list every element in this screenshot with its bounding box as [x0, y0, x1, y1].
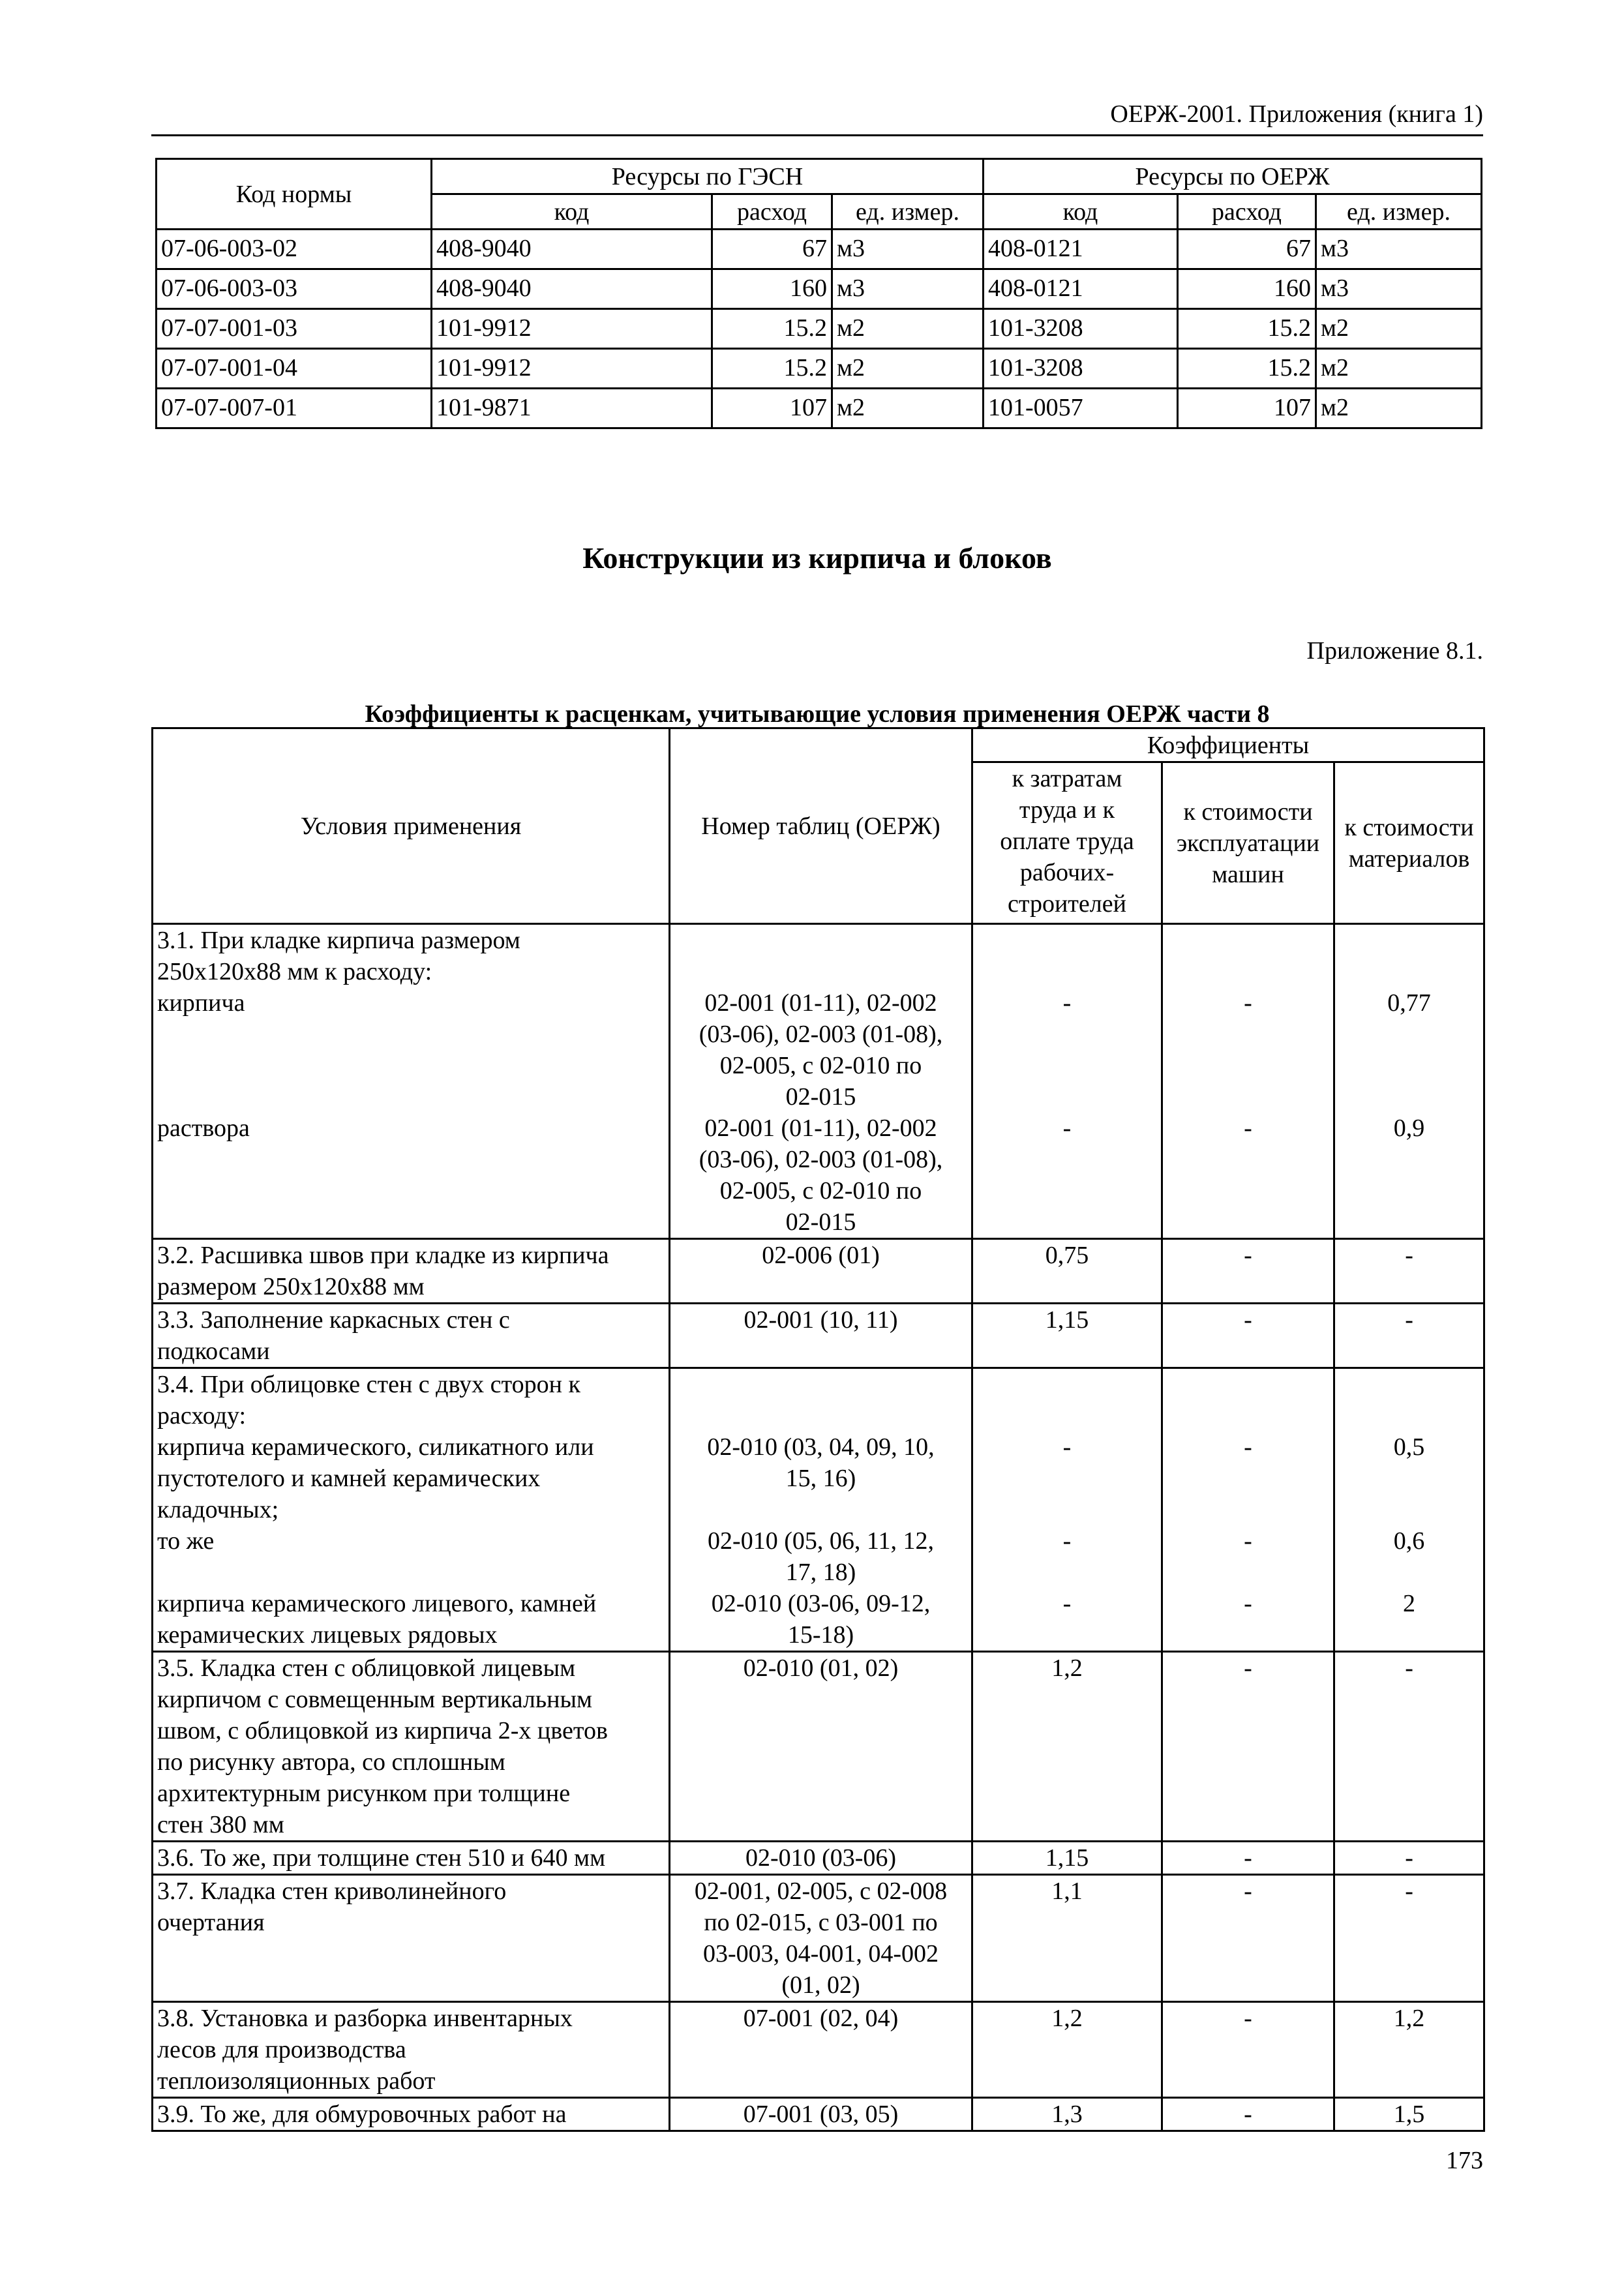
- blank-line: [1339, 1463, 1479, 1494]
- text-line: -: [1244, 1433, 1252, 1461]
- text-line: -: [1244, 1306, 1252, 1334]
- labor-coef-cell: [972, 1304, 1162, 1368]
- condition-cell: [153, 1652, 670, 1842]
- table-row: [153, 2002, 1484, 2098]
- text-line: 2: [1403, 1590, 1416, 1617]
- text-line: -: [1244, 989, 1252, 1017]
- text-line: 0,77: [1387, 989, 1431, 1017]
- text-line: -: [1062, 1115, 1072, 1142]
- machines-coef-cell: [1162, 1304, 1334, 1368]
- labor-coef-cell: [972, 1652, 1162, 1842]
- blank-line: [977, 925, 1157, 956]
- col-code-header: Код нормы: [157, 159, 432, 230]
- text-line: 02-015: [785, 1208, 856, 1236]
- text-line: 3.3. Заполнение каркасных стен с: [157, 1306, 510, 1334]
- table-caption: Коэффициенты к расценкам, учитывающие условия применения ОЕРЖ части 8: [365, 700, 1270, 728]
- coefficients-table: [151, 727, 1485, 2132]
- machines-coef-cell: [1162, 2098, 1334, 2131]
- text-line: материалов: [1348, 845, 1470, 873]
- text-line: 3.7. Кладка стен криволинейного: [157, 1878, 507, 1905]
- text-line: -: [1062, 1527, 1072, 1555]
- blank-line: [1339, 1494, 1479, 1525]
- blank-line: [977, 1557, 1157, 1588]
- blank-line: [1167, 925, 1329, 956]
- text-line: труда и к: [1019, 796, 1115, 824]
- text-line: -: [1405, 1242, 1413, 1269]
- text-line: раствора: [157, 1115, 250, 1142]
- text-line: рабочих-: [1019, 859, 1115, 886]
- table-cell: м3: [832, 230, 984, 269]
- table-cell: 101-9912: [432, 349, 712, 389]
- table-numbers-cell: [670, 1652, 972, 1842]
- blank-line: [977, 1050, 1157, 1081]
- table-cell: 101-9871: [432, 389, 712, 428]
- text-line: к стоимости: [1344, 813, 1474, 841]
- blank-line: [157, 1557, 665, 1588]
- table-cell: 67: [712, 230, 832, 269]
- table-cell: 101-9912: [432, 309, 712, 349]
- table-row: [153, 1652, 1484, 1842]
- text-line: 02-010 (05, 06, 11, 12,: [708, 1527, 934, 1555]
- table-cell: м2: [1316, 349, 1482, 389]
- page-number: 173: [1446, 2147, 1483, 2174]
- text-line: лесов для производства: [157, 2036, 406, 2063]
- text-line: стен 380 мм: [157, 1811, 284, 1838]
- table-row: [157, 309, 1482, 349]
- blank-line: [977, 956, 1157, 987]
- blank-line: [1339, 1081, 1479, 1113]
- blank-line: [1167, 1463, 1329, 1494]
- text-line: к затратам: [1012, 765, 1122, 792]
- table-row: [157, 389, 1482, 428]
- section-title: Конструкции из кирпича и блоков: [582, 541, 1052, 575]
- text-line: теплоизоляционных работ: [157, 2067, 436, 2095]
- text-line: -: [1062, 989, 1072, 1017]
- blank-line: [1167, 1019, 1329, 1050]
- sub-unit-header: ед. измер.: [832, 194, 984, 230]
- table-cell: 07-07-001-03: [157, 309, 432, 349]
- text-line: кирпича керамического лицевого, камней: [157, 1590, 597, 1617]
- text-line: 02-005, с 02-010 по: [719, 1052, 922, 1079]
- table-cell: м3: [1316, 230, 1482, 269]
- text-line: 07-001 (02, 04): [743, 2005, 899, 2032]
- text-line: 3.1. При кладке кирпича размером: [157, 927, 520, 954]
- tables-header: Номер таблиц (ОЕРЖ): [670, 728, 972, 924]
- sub-rate-header: расход: [1178, 194, 1316, 230]
- table-cell: м2: [1316, 389, 1482, 428]
- blank-line: [977, 1494, 1157, 1525]
- text-line: пустотелого и камней керамических: [157, 1465, 541, 1492]
- text-line: 3.9. То же, для обмуровочных работ на: [157, 2101, 567, 2128]
- text-line: -: [1405, 1878, 1413, 1905]
- labor-coef-cell: [972, 2098, 1162, 2131]
- blank-line: [674, 956, 967, 987]
- text-line: 15, 16): [785, 1465, 856, 1492]
- machines-coef-cell: [1162, 1368, 1334, 1652]
- blank-line: [674, 1369, 967, 1400]
- table-row: [153, 924, 1484, 1239]
- blank-line: [1339, 1019, 1479, 1050]
- table-row: [153, 1239, 1484, 1304]
- condition-cell: [153, 1842, 670, 1875]
- table-cell: м3: [832, 269, 984, 309]
- text-line: (03-06), 02-003 (01-08),: [699, 1146, 943, 1173]
- text-line: машин: [1212, 860, 1284, 888]
- table-numbers-cell: [670, 2002, 972, 2098]
- blank-line: [674, 925, 967, 956]
- text-line: оплате труда: [1000, 828, 1134, 855]
- condition-cell: [153, 2098, 670, 2131]
- labor-coef-cell: [972, 1875, 1162, 2002]
- sub-code-header: код: [432, 194, 712, 230]
- text-line: -: [1062, 1590, 1072, 1617]
- text-line: расходу:: [157, 1402, 247, 1429]
- table-cell: 107: [712, 389, 832, 428]
- text-line: эксплуатации: [1176, 829, 1320, 857]
- materials-coef-cell: [1334, 924, 1484, 1239]
- resources-table: [155, 158, 1482, 429]
- table-row: [153, 1842, 1484, 1875]
- text-line: 17, 18): [785, 1559, 856, 1586]
- text-line: по рисунку автора, со сплошным: [157, 1748, 505, 1776]
- table-row: [153, 2098, 1484, 2131]
- table-cell: м3: [1316, 269, 1482, 309]
- text-line: 3.8. Установка и разборка инвентарных: [157, 2005, 573, 2032]
- text-line: 0,6: [1393, 1527, 1425, 1555]
- table-row: [153, 1304, 1484, 1368]
- text-line: размером 250х120х88 мм: [157, 1273, 425, 1300]
- table-cell: м2: [1316, 309, 1482, 349]
- text-line: -: [1244, 1844, 1252, 1872]
- text-line: 02-010 (03, 04, 09, 10,: [707, 1433, 935, 1461]
- text-line: 1,2: [1051, 1654, 1083, 1682]
- coefficients-header: Коэффициенты: [972, 728, 1484, 762]
- text-line: -: [1405, 1306, 1413, 1334]
- labor-coef-cell: [972, 924, 1162, 1239]
- text-line: -: [1405, 1844, 1413, 1872]
- blank-line: [1167, 956, 1329, 987]
- text-line: 1,3: [1051, 2101, 1083, 2128]
- text-line: -: [1244, 2005, 1252, 2032]
- text-line: 3.5. Кладка стен с облицовкой лицевым: [157, 1654, 576, 1682]
- table-cell: 15.2: [1178, 309, 1316, 349]
- table-row: [157, 230, 1482, 269]
- text-line: 02-010 (01, 02): [743, 1654, 899, 1682]
- text-line: кладочных;: [157, 1496, 279, 1523]
- text-line: 1,15: [1045, 1306, 1089, 1334]
- table-cell: 101-0057: [984, 389, 1178, 428]
- labor-coef-cell: [972, 2002, 1162, 2098]
- text-line: 1,5: [1393, 2101, 1425, 2128]
- materials-coef-cell: [1334, 1368, 1484, 1652]
- text-line: 02-001 (01-11), 02-002: [704, 989, 937, 1017]
- text-line: кирпича керамического, силикатного или: [157, 1433, 594, 1461]
- text-line: 02-001 (01-11), 02-002: [704, 1115, 937, 1142]
- table-numbers-cell: [670, 1239, 972, 1304]
- text-line: 3.2. Расшивка швов при кладке из кирпича: [157, 1242, 609, 1269]
- text-line: 1,1: [1051, 1878, 1083, 1905]
- text-line: 3.6. То же, при толщине стен 510 и 640 мм: [157, 1844, 606, 1872]
- table-cell: 101-3208: [984, 349, 1178, 389]
- text-line: к стоимости: [1183, 798, 1313, 826]
- blank-line: [1339, 1400, 1479, 1431]
- conditions-header: Условия применения: [153, 728, 670, 924]
- table-row: [157, 269, 1482, 309]
- table-cell: 07-07-007-01: [157, 389, 432, 428]
- text-line: 02-006 (01): [762, 1242, 880, 1269]
- text-line: кирпича: [157, 989, 245, 1017]
- table-row: [153, 1368, 1484, 1652]
- blank-line: [1339, 925, 1479, 956]
- text-line: -: [1244, 1590, 1252, 1617]
- text-line: 15-18): [787, 1621, 854, 1649]
- machines-coef-cell: [1162, 2002, 1334, 2098]
- text-line: 02-010 (03-06): [745, 1844, 897, 1872]
- text-line: -: [1244, 1242, 1252, 1269]
- text-line: строителей: [1008, 890, 1126, 918]
- text-line: -: [1244, 1527, 1252, 1555]
- blank-line: [977, 1369, 1157, 1400]
- text-line: 0,9: [1393, 1115, 1425, 1142]
- table-cell: 408-0121: [984, 269, 1178, 309]
- materials-coef-cell: [1334, 2002, 1484, 2098]
- materials-coef-header: [1334, 762, 1484, 924]
- text-line: керамических лицевых рядовых: [157, 1621, 498, 1649]
- materials-coef-cell: [1334, 2098, 1484, 2131]
- text-line: 0,5: [1393, 1433, 1425, 1461]
- table-cell: 67: [1178, 230, 1316, 269]
- materials-coef-cell: [1334, 1304, 1484, 1368]
- table-row: [153, 1875, 1484, 2002]
- text-line: 02-001, 02-005, с 02-008: [694, 1878, 948, 1905]
- text-line: 02-005, с 02-010 по: [719, 1177, 922, 1204]
- blank-line: [157, 1050, 665, 1081]
- table-cell: 408-9040: [432, 269, 712, 309]
- header-rule: [151, 134, 1483, 136]
- materials-coef-cell: [1334, 1875, 1484, 2002]
- table-cell: 15.2: [712, 309, 832, 349]
- table-numbers-cell: [670, 1842, 972, 1875]
- machines-coef-header: [1162, 762, 1334, 924]
- condition-cell: [153, 2002, 670, 2098]
- sub-code-header: код: [984, 194, 1178, 230]
- text-line: по 02-015, с 03-001 по: [704, 1909, 938, 1936]
- materials-coef-cell: [1334, 1239, 1484, 1304]
- blank-line: [977, 1400, 1157, 1431]
- blank-line: [674, 1400, 967, 1431]
- blank-line: [1167, 1494, 1329, 1525]
- blank-line: [1339, 1050, 1479, 1081]
- blank-line: [674, 1494, 967, 1525]
- table-cell: 15.2: [712, 349, 832, 389]
- blank-line: [157, 1019, 665, 1050]
- sub-unit-header: ед. измер.: [1316, 194, 1482, 230]
- text-line: швом, с облицовкой из кирпича 2-х цветов: [157, 1717, 608, 1744]
- table-cell: 107: [1178, 389, 1316, 428]
- table-cell: м2: [832, 349, 984, 389]
- condition-cell: [153, 924, 670, 1239]
- blank-line: [1167, 1400, 1329, 1431]
- table-numbers-cell: [670, 1368, 972, 1652]
- labor-coef-cell: [972, 1842, 1162, 1875]
- text-line: 3.4. При облицовке стен с двух сторон к: [157, 1371, 580, 1398]
- blank-line: [1167, 1081, 1329, 1113]
- text-line: -: [1244, 1654, 1252, 1682]
- blank-line: [1167, 1050, 1329, 1081]
- table-numbers-cell: [670, 1875, 972, 2002]
- text-line: 1,2: [1393, 2005, 1425, 2032]
- materials-coef-cell: [1334, 1652, 1484, 1842]
- condition-cell: [153, 1368, 670, 1652]
- text-line: 02-015: [785, 1083, 856, 1111]
- text-line: очертания: [157, 1909, 265, 1936]
- text-line: 0,75: [1045, 1242, 1089, 1269]
- table-row: [157, 349, 1482, 389]
- text-line: 1,15: [1045, 1844, 1089, 1872]
- text-line: 02-010 (03-06, 09-12,: [711, 1590, 931, 1617]
- text-line: (03-06), 02-003 (01-08),: [699, 1021, 943, 1048]
- machines-coef-cell: [1162, 1842, 1334, 1875]
- condition-cell: [153, 1875, 670, 2002]
- table-numbers-cell: [670, 2098, 972, 2131]
- blank-line: [977, 1463, 1157, 1494]
- text-line: 02-001 (10, 11): [744, 1306, 898, 1334]
- table-cell: м2: [832, 309, 984, 349]
- blank-line: [157, 1081, 665, 1113]
- table-cell: 408-9040: [432, 230, 712, 269]
- table-numbers-cell: [670, 1304, 972, 1368]
- text-line: 07-001 (03, 05): [743, 2101, 899, 2128]
- table-cell: 07-06-003-02: [157, 230, 432, 269]
- blank-line: [1167, 1557, 1329, 1588]
- appendix-label: Приложение 8.1.: [1306, 637, 1483, 665]
- text-line: -: [1244, 1115, 1252, 1142]
- blank-line: [1339, 1369, 1479, 1400]
- text-line: 1,2: [1051, 2005, 1083, 2032]
- text-line: 250х120х88 мм к расходу:: [157, 958, 432, 985]
- group-oerzh-header: Ресурсы по ОЕРЖ: [984, 159, 1482, 194]
- text-line: архитектурным рисунком при толщине: [157, 1780, 571, 1807]
- sub-rate-header: расход: [712, 194, 832, 230]
- table-numbers-cell: [670, 924, 972, 1239]
- text-line: -: [1062, 1433, 1072, 1461]
- condition-cell: [153, 1304, 670, 1368]
- table-cell: 101-3208: [984, 309, 1178, 349]
- text-line: -: [1405, 1654, 1413, 1682]
- text-line: -: [1244, 1878, 1252, 1905]
- labor-coef-cell: [972, 1239, 1162, 1304]
- table-cell: 07-07-001-04: [157, 349, 432, 389]
- text-line: 03-003, 04-001, 04-002: [703, 1940, 939, 1967]
- table-cell: 07-06-003-03: [157, 269, 432, 309]
- table-cell: 160: [1178, 269, 1316, 309]
- running-header: ОЕРЖ-2001. Приложения (книга 1): [1110, 100, 1483, 128]
- table-cell: 160: [712, 269, 832, 309]
- labor-coef-cell: [972, 1368, 1162, 1652]
- machines-coef-cell: [1162, 1875, 1334, 2002]
- machines-coef-cell: [1162, 1239, 1334, 1304]
- machines-coef-cell: [1162, 924, 1334, 1239]
- text-line: -: [1244, 2101, 1252, 2128]
- blank-line: [1339, 1557, 1479, 1588]
- blank-line: [977, 1081, 1157, 1113]
- materials-coef-cell: [1334, 1842, 1484, 1875]
- text-line: то же: [157, 1527, 215, 1555]
- machines-coef-cell: [1162, 1652, 1334, 1842]
- blank-line: [1339, 956, 1479, 987]
- blank-line: [1167, 1369, 1329, 1400]
- table-cell: м2: [832, 389, 984, 428]
- text-line: (01, 02): [781, 1971, 860, 1999]
- labor-coef-header: [972, 762, 1162, 924]
- condition-cell: [153, 1239, 670, 1304]
- table-cell: 408-0121: [984, 230, 1178, 269]
- group-gesn-header: Ресурсы по ГЭСН: [432, 159, 984, 194]
- text-line: подкосами: [157, 1338, 270, 1365]
- text-line: кирпичом с совмещенным вертикальным: [157, 1686, 593, 1713]
- blank-line: [977, 1019, 1157, 1050]
- table-cell: 15.2: [1178, 349, 1316, 389]
